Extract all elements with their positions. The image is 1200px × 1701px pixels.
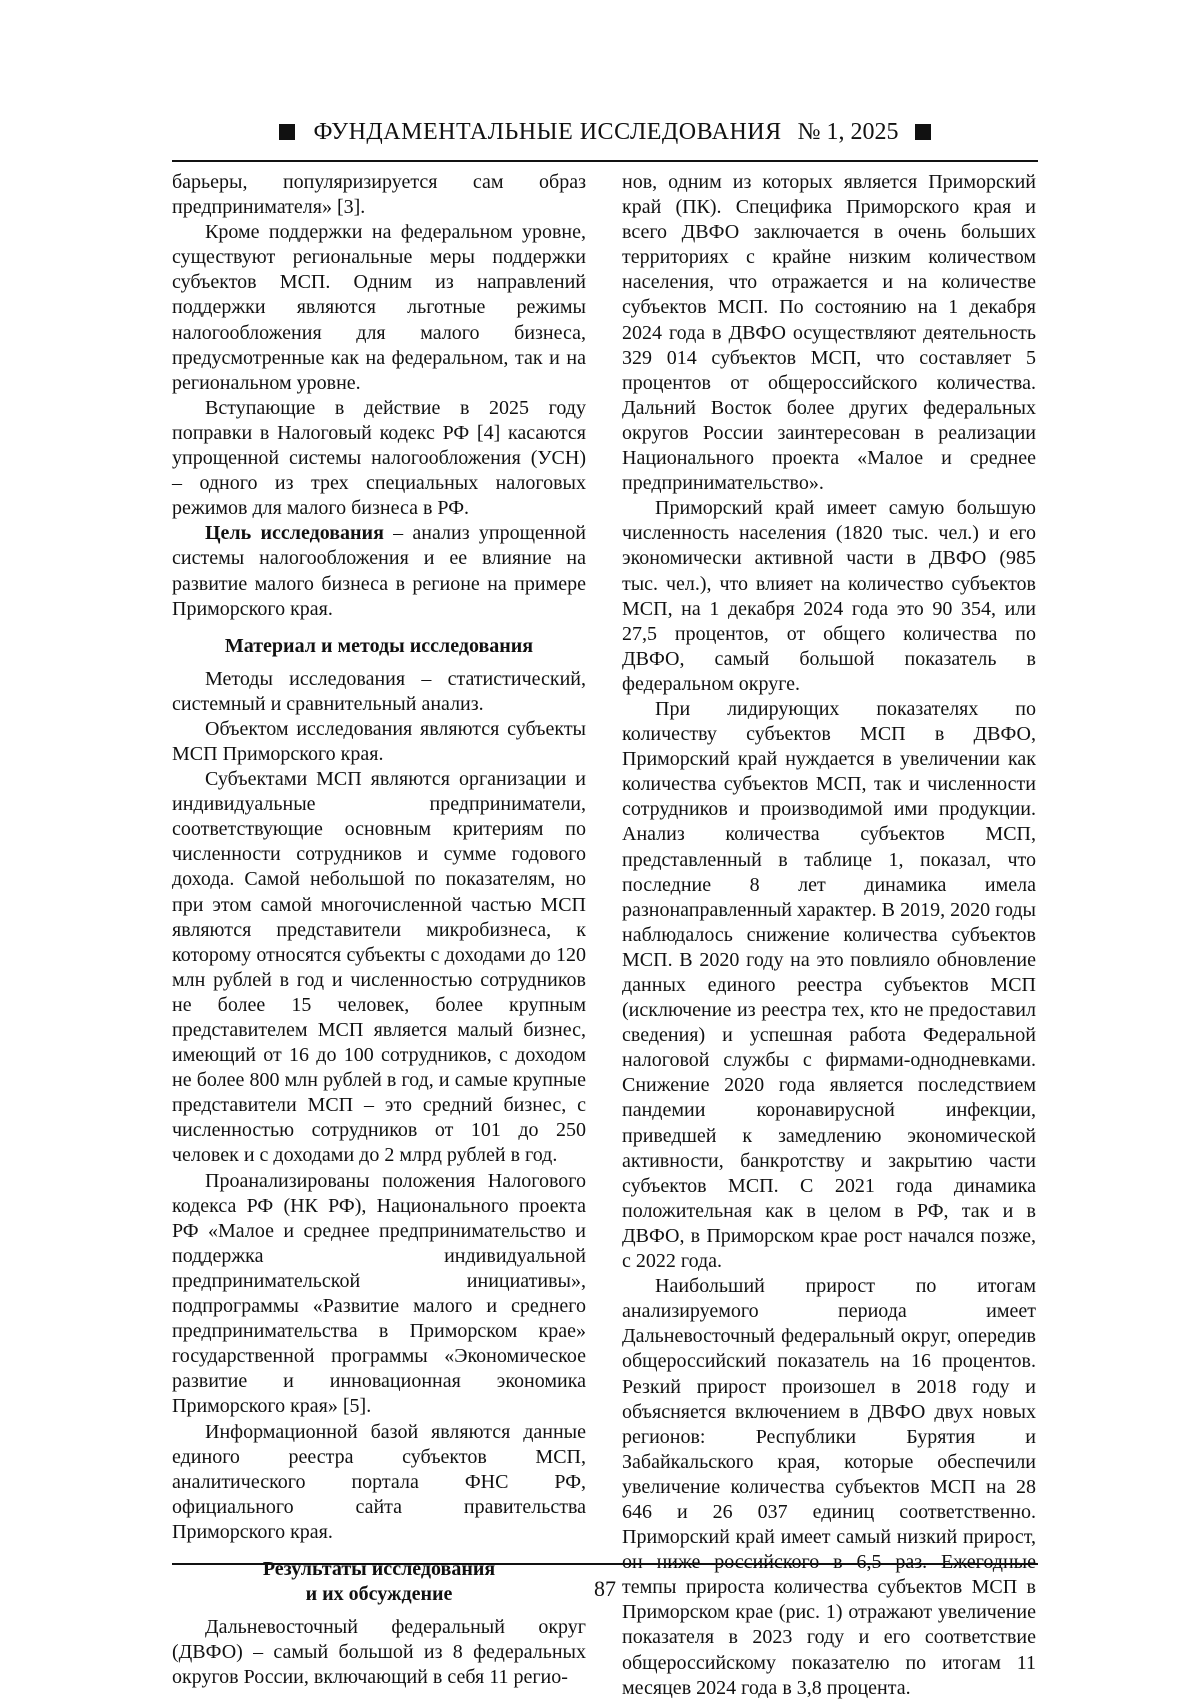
right-column (622, 170, 1036, 1701)
heading-line: Результаты исследования (262, 1557, 496, 1580)
paragraph: Вступающие в действие в 2025 году поправки в Налоговый кодекс РФ [4] касаются упрощенной системы налогообложения (УСН) – одного из трех специальных налоговых режимов для малого бизнеса в РФ. (172, 396, 586, 520)
paragraph: Приморский край имеет самую большую численность населения (1820 тыс. чел.) и его экономически активной части в ДВФО (985 тыс. чел.), что влияет на количество субъектов МСП, на 1 декабря 2024 года это 90 354, или 27,5 процентов, от общего количества по ДВФО, самый большой показатель в федеральном округе. (622, 497, 1036, 695)
footer-rule (172, 1563, 1038, 1565)
paragraph-goal (172, 521, 586, 621)
issue-number: № 1, 2025 (797, 118, 899, 145)
paragraph: барьеры, популяризируется сам образ предпринимателя» [3]. (172, 171, 586, 219)
square-bullet-icon (279, 124, 295, 140)
running-header (172, 104, 1038, 160)
paragraph: Объектом исследования являются субъекты МСП Приморского края. (172, 717, 586, 765)
left-column (172, 170, 586, 1690)
paragraph: Дальневосточный федеральный округ (ДВФО) – самый большой из 8 федеральных округов России, включающий в себя 11 регио- (172, 1615, 586, 1689)
paragraph: При лидирующих показателях по количеству субъектов МСП в ДВФО, Приморский край нуждается в увеличении как количества субъектов МСП, так и численности сотрудников и производимой ими продукции. Анализ количества субъектов МСП, представленный в таблице 1, показал, что последние 8 лет динамика имела разнонаправленный характер. В 2019, 2020 годы наблюдалось снижение количества субъектов МСП. В 2020 году на это повлияло обновление данных единого реестра субъектов МСП (исключение из реестра тех, кто не предоставил сведения) и успешная работа Федеральной налоговой службы с фирмами-однодневками. Снижение 2020 года является последствием пандемии коронавирусной инфекции, приведшей к замедлению экономической активности, банкротству и закрытию части субъектов МСП. С 2021 года динамика положительная как в целом в РФ, так и в ДВФО, в Приморском крае рост начался позже, с 2022 года. (622, 697, 1036, 1273)
paragraph: Наибольший прирост по итогам анализируемого периода имеет Дальневосточный федеральный округ, опередив общероссийский показатель на 16 процентов. Резкий прирост произошел в 2018 году и объясняется включением в ДВФО двух новых регионов: Республики Бурятия и Забайкальского края, которые обеспечили увеличение количества субъектов МСП на 28 646 и 26 037 единиц соответственно. Приморский край имеет самый низкий прирост, он ниже российского в 6,5 раз. Ежегодные темпы прироста количества субъектов МСП в Приморском крае (рис. 1) отражают увеличение показателя в 2023 году и его соответствие общероссийскому показателю по итогам 11 месяцев 2024 года в 3,8 процента. (622, 1275, 1036, 1699)
paragraph: Информационной базой являются данные единого реестра субъектов МСП, аналитического портала ФНС РФ, официального сайта правительства Приморского края. (172, 1420, 586, 1543)
square-bullet-icon (915, 124, 931, 140)
section-heading-methods: Материал и методы исследования (224, 634, 534, 657)
heading-line: и их обсуждение (305, 1582, 453, 1605)
paragraph: Субъектами МСП являются организации и индивидуальные предприниматели, соответствующие основным критериям по численности сотрудников и сумме годового дохода. Самой небольшой по показателям, но при этом самой многочисленной частью МСП являются представители микробизнеса, к которому относятся субъекты с доходами до 120 млн рублей в год и численностью сотрудников не более 15 человек, более крупным представителем МСП является малый бизнес, имеющий от 16 до 100 сотрудников, с доходом не более 800 млн рублей в год, и самые крупные представители МСП – это средний бизнес, с численностью сотрудников от 101 до 250 человек и с доходами до 2 млрд рублей в год. (172, 768, 586, 1167)
page-number: 87 (594, 1576, 616, 1601)
paragraph: нов, одним из которых является Приморский край (ПК). Специфика Приморского края и всего ДВФО заключается в очень больших территориях с крайне низким количеством населения, что отражается и на количестве субъектов МСП. По состоянию на 1 декабря 2024 года в ДВФО осуществляют деятельность 329 014 субъектов МСП, что составляет 5 процентов от общероссийского количества. Дальний Восток более других федеральных округов России заинтересован в реализации Национального проекта «Малое и среднее предпринимательство». (622, 171, 1036, 495)
goal-text: – анализ упрощенной системы налогообложения и ее влияние на развитие малого бизнеса в регионе на примере Приморского края. (172, 522, 586, 620)
paragraph: Кроме поддержки на федеральном уровне, существуют региональные меры поддержки субъектов МСП. Одним из направлений поддержки являются льготные режимы налогообложения для малого бизнеса, предусмотренные как на федеральном, так и на региональном уровне. (172, 221, 586, 394)
header-rule (172, 160, 1038, 162)
journal-title: ФУНДАМЕНТАЛЬНЫЕ ИССЛЕДОВАНИЯ (313, 118, 782, 145)
goal-label: Цель исследования (205, 522, 384, 545)
paragraph: Методы исследования – статистический, системный и сравнительный анализ. (172, 667, 586, 715)
paragraph: Проанализированы положения Налогового кодекса РФ (НК РФ), Национального проекта РФ «Малое и среднее предпринимательство и поддержка индивидуальной предпринимательской инициативы», подпрограммы «Развитие малого и среднего предпринимательства в Приморском крае» государственной программы «Экономическое развитие и инновационная экономика Приморского края» [5]. (172, 1169, 586, 1418)
